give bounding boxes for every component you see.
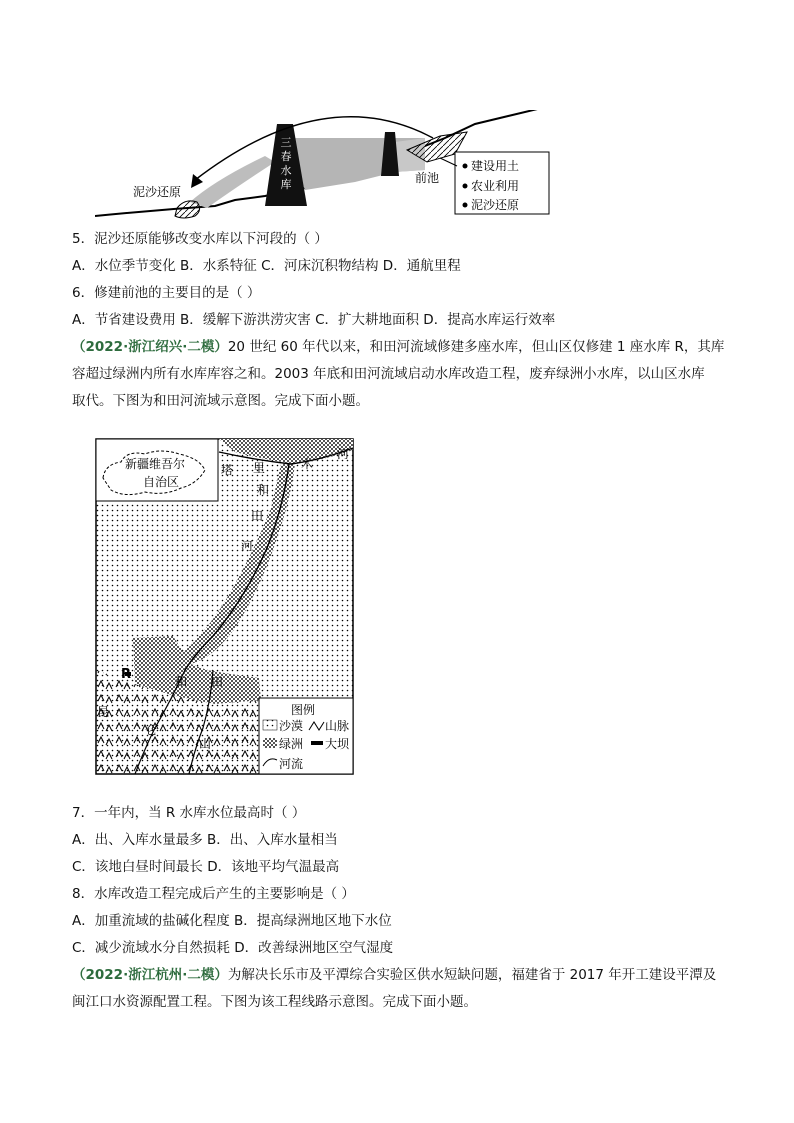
q7-stem: 7．一年内，当 R 水库水位最高时（ ） — [72, 805, 306, 821]
passage2-source: （2022·浙江杭州·二模） — [72, 967, 228, 983]
river-char-4: 和 — [257, 483, 270, 497]
legend-desert: 沙漠 — [279, 719, 304, 733]
dam-char-3: 库 — [280, 178, 292, 191]
legend-oasis: 绿洲 — [279, 737, 304, 751]
reservoir-diagram — [95, 110, 565, 222]
legend-item-0: 建设用土 — [471, 159, 520, 173]
reservoir-label: R — [121, 667, 132, 682]
passage1-line3: 取代。下图为和田河流域示意图。完成下面小题。 — [72, 393, 369, 409]
inset-label-1: 新疆维吾尔 — [125, 457, 186, 471]
river-char-3: 河 — [337, 447, 350, 461]
river-char-2: 木 — [301, 457, 314, 471]
legend-item-1: 农业利用 — [471, 179, 520, 193]
legend-title: 图例 — [291, 703, 316, 717]
inset-label-2: 自治区 — [143, 475, 180, 489]
left-label: 泥沙还原 — [133, 185, 182, 199]
river-char-1: 里 — [253, 461, 266, 475]
passage1-text1: 20 世纪 60 年代以来，和田河流域修建多座水库，但山区仅修建 1 座水库 R，其库 — [227, 339, 725, 355]
q7-options-1: A．出、入库水量最多 B．出、入库水量相当 — [72, 832, 338, 848]
q6-stem: 6．修建前池的主要目的是（ ） — [72, 285, 261, 301]
q5-stem: 5．泥沙还原能够改变水库以下河段的（ ） — [72, 231, 328, 247]
q8-options-1: A．加重流域的盐碱化程度 B．提高绿洲地区地下水位 — [72, 913, 392, 929]
passage2-text1: 为解决长乐市及平潭综合实验区供水短缺问题，福建省于 2017 年开工建设平潭及 — [227, 967, 717, 983]
passage1-line2: 容超过绿洲内所有水库库容之和。2003 年底和田河流域启动水库改造工程，废弃绿洲小水库，以山区水库 — [72, 366, 705, 382]
dam-char-2: 水 — [280, 164, 292, 177]
mountain-char-1: 仑 — [145, 723, 158, 737]
passage2-line1 — [72, 965, 716, 985]
legend-river: 河流 — [279, 757, 304, 771]
hotan-river-map — [95, 438, 355, 776]
passage1-source: （2022·浙江绍兴·二模） — [72, 339, 228, 355]
pool-label: 前池 — [415, 171, 440, 185]
legend-dam: 大坝 — [325, 737, 350, 751]
river-char-5: 田 — [251, 509, 264, 523]
river-char-0: 塔 — [221, 463, 234, 477]
mountain-char-0: 昆 — [97, 705, 110, 719]
legend-mountain: 山脉 — [325, 719, 350, 733]
mountain-char-2: 山 — [199, 737, 212, 751]
q6-options: A．节省建设费用 B．缓解下游洪涝灾害 C．扩大耕地面积 D．提高水库运行效率 — [72, 312, 556, 328]
river-char-6: 河 — [241, 539, 254, 553]
q8-stem: 8．水库改造工程完成后产生的主要影响是（ ） — [72, 886, 355, 902]
city-char-0: 和 — [175, 675, 188, 689]
q5-options: A．水位季节变化 B．水系特征 C．河床沉积物结构 D．通航里程 — [72, 258, 461, 274]
passage1-line1 — [72, 337, 724, 357]
q8-options-2: C．减少流域水分自然损耗 D．改善绿洲地区空气湿度 — [72, 940, 394, 956]
sediment-blob — [175, 201, 200, 218]
q7-options-2: C．该地白昼时间最长 D．该地平均气温最高 — [72, 859, 340, 875]
city-char-1: 田 — [211, 675, 224, 689]
dam-char-1: 春 — [280, 150, 292, 163]
dam-char-0: 三 — [280, 136, 292, 149]
passage2-line2: 闽江口水资源配置工程。下图为该工程线路示意图。完成下面小题。 — [72, 994, 477, 1010]
legend-item-2: 泥沙还原 — [471, 198, 520, 212]
